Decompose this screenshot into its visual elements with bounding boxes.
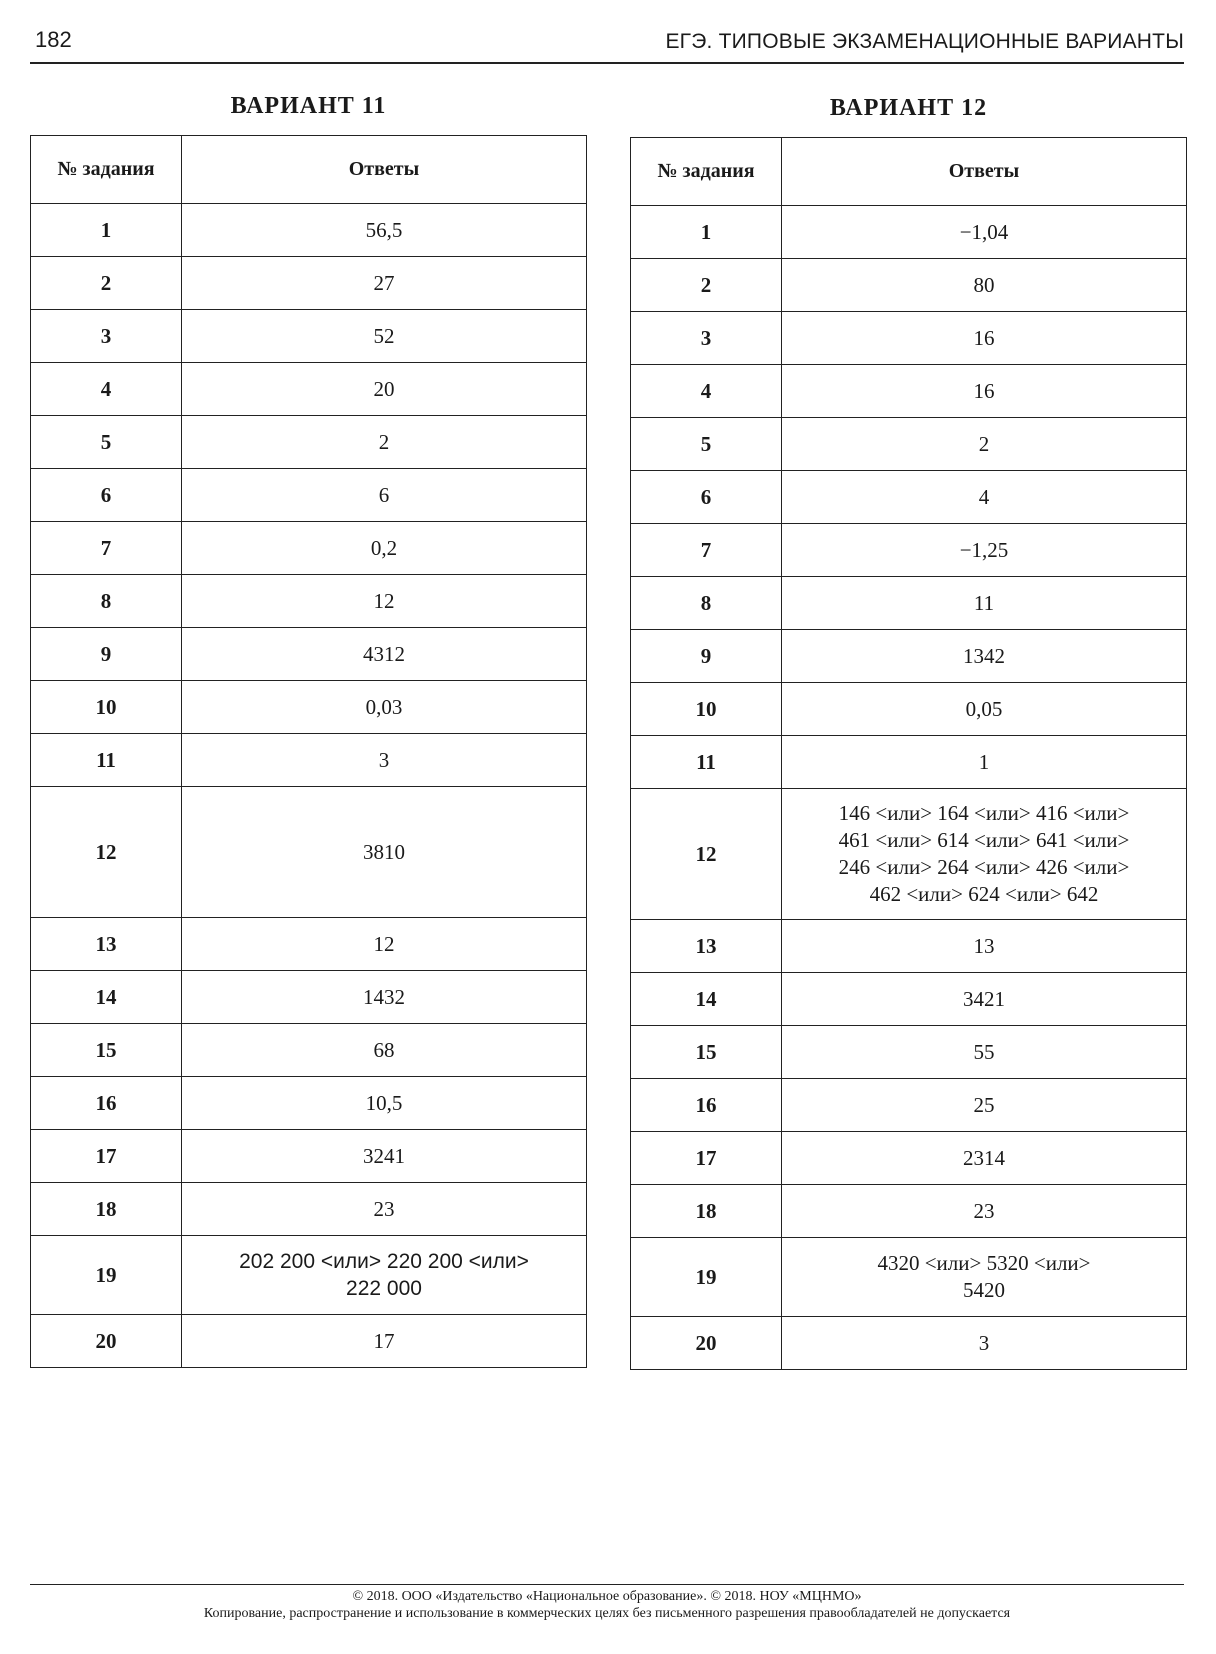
table-row [631, 1132, 1187, 1185]
column-header-task: № задания [631, 138, 782, 206]
table-row [31, 363, 587, 416]
page-number: 182 [35, 27, 72, 52]
task-number: 16 [31, 1077, 182, 1130]
answer-line: 146 <или> 164 <или> 416 <или> [838, 801, 1130, 825]
task-number: 5 [31, 416, 182, 469]
task-number: 10 [631, 683, 782, 736]
answer-value [782, 1238, 1187, 1317]
task-number: 4 [631, 365, 782, 418]
task-number: 7 [631, 524, 782, 577]
table-row [631, 630, 1187, 683]
answer-value: 3241 [182, 1130, 587, 1183]
answers-table [630, 137, 1187, 1370]
column-header-answer: Ответы [182, 136, 587, 204]
answer-value: 52 [182, 310, 587, 363]
table-row [631, 1317, 1187, 1370]
answer-value: 12 [182, 575, 587, 628]
table-row [31, 204, 587, 257]
running-title: ЕГЭ. ТИПОВЫЕ ЭКЗАМЕНАЦИОННЫЕ ВАРИАНТЫ [665, 30, 1184, 53]
task-number: 7 [31, 522, 182, 575]
table-header-row [631, 138, 1187, 206]
task-number: 3 [631, 312, 782, 365]
column-header-answer: Ответы [782, 138, 1187, 206]
task-number: 4 [31, 363, 182, 416]
answer-value: 55 [782, 1026, 1187, 1079]
answer-value [782, 789, 1187, 920]
task-number: 13 [31, 918, 182, 971]
table-row [31, 575, 587, 628]
task-number: 3 [31, 310, 182, 363]
answer-value: 0,2 [182, 522, 587, 575]
answer-value: 12 [182, 918, 587, 971]
task-number: 6 [631, 471, 782, 524]
task-number: 2 [31, 257, 182, 310]
task-number: 1 [631, 206, 782, 259]
table-row [31, 1077, 587, 1130]
answer-value: 6 [182, 469, 587, 522]
answer-value: 2 [782, 418, 1187, 471]
answer-value: 13 [782, 920, 1187, 973]
answer-value: 16 [782, 365, 1187, 418]
task-number: 8 [631, 577, 782, 630]
task-number: 9 [631, 630, 782, 683]
task-number: 14 [31, 971, 182, 1024]
table-row [31, 971, 587, 1024]
table-row [631, 1079, 1187, 1132]
answer-line: 222 000 [346, 1277, 422, 1300]
answer-value: 4 [782, 471, 1187, 524]
answer-line: 462 <или> 624 <или> 642 [869, 882, 1099, 906]
task-number: 18 [631, 1185, 782, 1238]
answer-value: 68 [182, 1024, 587, 1077]
answer-value: 17 [182, 1315, 587, 1368]
answer-value: 2 [182, 416, 587, 469]
task-number: 6 [31, 469, 182, 522]
table-row [631, 973, 1187, 1026]
answer-value [182, 1236, 587, 1315]
task-number: 2 [631, 259, 782, 312]
table-row [31, 1236, 587, 1315]
table-row [31, 1130, 587, 1183]
table-row [31, 310, 587, 363]
table-row [631, 1026, 1187, 1079]
answer-value: 20 [182, 363, 587, 416]
answer-value: 0,05 [782, 683, 1187, 736]
task-number: 10 [31, 681, 182, 734]
task-number: 15 [31, 1024, 182, 1077]
answer-value: 11 [782, 577, 1187, 630]
task-number: 1 [31, 204, 182, 257]
task-number: 8 [31, 575, 182, 628]
table-row [631, 259, 1187, 312]
task-number: 13 [631, 920, 782, 973]
table-row [31, 734, 587, 787]
copyright-line: © 2018. ООО «Издательство «Национальное образование». © 2018. НОУ «МЦНМО» [352, 1589, 862, 1604]
answer-value: 2314 [782, 1132, 1187, 1185]
answer-value: 27 [182, 257, 587, 310]
table-row [631, 524, 1187, 577]
answer-line: 246 <или> 264 <или> 426 <или> [838, 855, 1130, 879]
header-rule [30, 62, 1184, 64]
table-row [631, 365, 1187, 418]
answer-value: 3810 [182, 787, 587, 918]
answers-table [30, 135, 587, 1368]
answer-value: 23 [782, 1185, 1187, 1238]
task-number: 5 [631, 418, 782, 471]
table-header-row [31, 136, 587, 204]
answer-value: 16 [782, 312, 1187, 365]
answer-line: 4320 <или> 5320 <или> [877, 1251, 1091, 1275]
table-row [631, 312, 1187, 365]
task-number: 11 [31, 734, 182, 787]
variant-title: ВАРИАНТ 12 [829, 95, 988, 121]
task-number: 11 [631, 736, 782, 789]
copyright-notice: Копирование, распространение и использование в коммерческих целях без письменного разрешения правообладателей не допускается [203, 1606, 1011, 1621]
column-header-task: № задания [31, 136, 182, 204]
footer-rule [30, 1584, 1184, 1585]
answer-value: 25 [782, 1079, 1187, 1132]
table-row [31, 1315, 587, 1368]
variant-11 [30, 93, 587, 1368]
answer-value: 23 [182, 1183, 587, 1236]
answer-value: 1 [782, 736, 1187, 789]
table-row [31, 787, 587, 918]
task-number: 19 [631, 1238, 782, 1317]
table-row [631, 471, 1187, 524]
task-number: 14 [631, 973, 782, 1026]
table-row [631, 1185, 1187, 1238]
task-number: 20 [631, 1317, 782, 1370]
answer-value: 10,5 [182, 1077, 587, 1130]
task-number: 19 [31, 1236, 182, 1315]
task-number: 12 [31, 787, 182, 918]
task-number: 15 [631, 1026, 782, 1079]
table-row [31, 469, 587, 522]
table-row [631, 206, 1187, 259]
task-number: 12 [631, 789, 782, 920]
copyright-footer [30, 1588, 1184, 1622]
task-number: 16 [631, 1079, 782, 1132]
answer-value: −1,25 [782, 524, 1187, 577]
table-row [31, 918, 587, 971]
table-row [31, 257, 587, 310]
table-row [31, 1024, 587, 1077]
table-row [631, 418, 1187, 471]
table-row [31, 681, 587, 734]
table-row [31, 1183, 587, 1236]
answer-line: 5420 [963, 1278, 1005, 1302]
table-row [631, 1238, 1187, 1317]
answer-line: 461 <или> 614 <или> 641 <или> [838, 828, 1130, 852]
answer-value: 1432 [182, 971, 587, 1024]
variant-title: ВАРИАНТ 11 [230, 93, 387, 119]
answer-value: 80 [782, 259, 1187, 312]
answer-value: 56,5 [182, 204, 587, 257]
task-number: 9 [31, 628, 182, 681]
answer-value: 0,03 [182, 681, 587, 734]
answer-value: 3421 [782, 973, 1187, 1026]
task-number: 17 [31, 1130, 182, 1183]
table-row [31, 522, 587, 575]
task-number: 18 [31, 1183, 182, 1236]
answer-value: 4312 [182, 628, 587, 681]
table-row [631, 683, 1187, 736]
task-number: 17 [631, 1132, 782, 1185]
table-row [631, 577, 1187, 630]
table-row [631, 736, 1187, 789]
table-row [31, 416, 587, 469]
answer-value: 1342 [782, 630, 1187, 683]
table-row [31, 628, 587, 681]
variant-12 [630, 95, 1187, 1370]
table-row [631, 920, 1187, 973]
answer-value: 3 [182, 734, 587, 787]
task-number: 20 [31, 1315, 182, 1368]
answer-value: −1,04 [782, 206, 1187, 259]
answer-value: 3 [782, 1317, 1187, 1370]
table-row [631, 789, 1187, 920]
answer-line: 202 200 <или> 220 200 <или> [239, 1250, 529, 1273]
